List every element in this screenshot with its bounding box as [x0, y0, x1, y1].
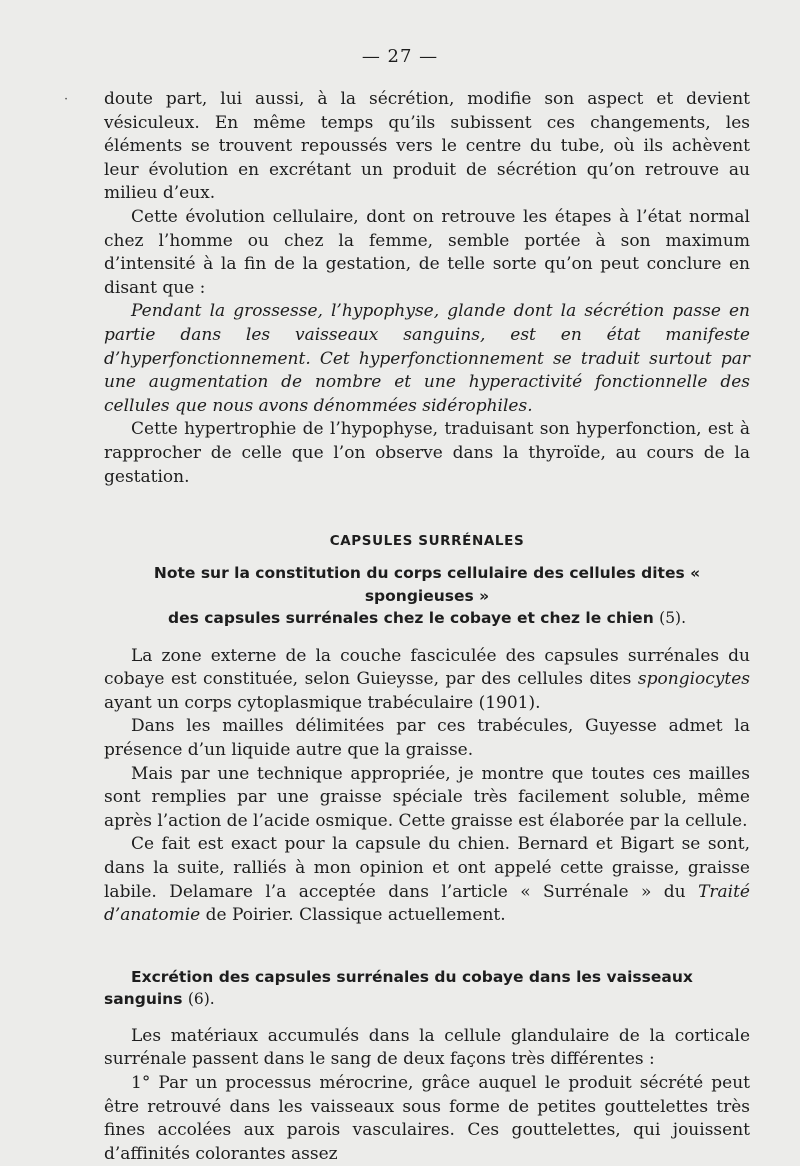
paragraph-continued: doute part, lui aussi, à la sécrétion, modifie son aspect et devient vésiculeux. En même temps qu’ils subissent ces changements, les éléments se trouvent repoussés vers le centre du tube, où ils achèvent leur évolution en excrétant un produit de sécrétion qu’on retrouve au milieu d’eux. [104, 89, 750, 204]
excretion-title-text: Excrétion des capsules surrénales du cobaye dans les vaisseaux sanguins [104, 967, 693, 1008]
margin-mark: · [64, 92, 69, 107]
note-title-line2-text: des capsules surrénales chez le cobaye et chez le chien [167, 609, 654, 628]
excretion-title [104, 966, 750, 1010]
excretion-title-ref: (6). [187, 989, 215, 1008]
paragraph-technique: Mais par une technique appropriée, je montre que toutes ces mailles sont remplies par une graisse spéciale très facilement soluble, même après l’action de l’acide osmique. Cette graisse est élaborée par la cellule. [104, 763, 750, 831]
paragraph-zone-externe [104, 645, 750, 716]
p1-text-before: La zone externe de la couche fasciculée des capsules surrénales du cobaye est constituée, selon Guieysse, par des cellules dites [104, 645, 750, 690]
p1-italic: spongiocytes [637, 669, 750, 690]
note-title-line2 [104, 607, 750, 630]
section-heading: CAPSULES SURRÉNALES [329, 533, 525, 550]
p1-text-after: ayant un corps cytoplasmique trabéculaire (1901). [104, 692, 541, 713]
p4-italic: Traité d’anatomie [104, 881, 750, 926]
paragraph-mailles: Dans les mailles délimitées par ces trabécules, Guyesse admet la présence d’un liquide autre que la graisse. [104, 716, 750, 760]
note-title [104, 562, 750, 630]
paragraph-chien [104, 833, 750, 927]
note-title-ref: (5). [659, 609, 687, 628]
paragraph-merocrine: 1° Par un processus mérocrine, grâce auquel le produit sécrété peut être retrouvé dans les vaisseaux sous forme de petites gouttelettes très fines accolées aux parois vasculaires. Ces gouttelettes, qui jouissent d’affinités colorantes assez [104, 1072, 750, 1164]
paragraph-materiaux: Les matériaux accumulés dans la cellule glandulaire de la corticale surrénale passent dans le sang de deux façons très différentes : [104, 1025, 750, 1070]
page-number: — 27 — [361, 46, 439, 67]
paragraph-hypertrophie: Cette hypertrophie de l’hypophyse, traduisant son hyperfonction, est à rapprocher de celle que l’on observe dans la thyroïde, au cours de la gestation. [104, 419, 750, 487]
body-text [104, 88, 750, 1166]
p4-text-after: de Poirier. Classique actuellement. [200, 905, 506, 926]
paragraph-evolution: Cette évolution cellulaire, dont on retrouve les étapes à l’état normal chez l’homme ou chez la femme, semble portée à son maximum d’intensité à la fin de la gestation, de telle sorte qu’on peut conclure en disant que : [104, 206, 750, 298]
note-title-line1: Note sur la constitution du corps cellulaire des cellules dites « spongieuses » [153, 564, 701, 605]
p4-text-before: Ce fait est exact pour la capsule du chien. Bernard et Bigart se sont, dans la suite, ralliés à mon opinion et ont appelé cette graisse, graisse labile. Delamare l’a acceptée dans l’article « Surrénale » du [104, 834, 750, 902]
paragraph-conclusion-italic: Pendant la grossesse, l’hypophyse, glande dont la sécrétion passe en partie dans les vaisseaux sanguins, est en état manifeste d’hyperfonctionnement. Cet hyperfonctionnement se traduit surtout par une augmentation de nombre et une hyperactivité fonctionnelle des cellules que nous avons dénommées sidérophiles. [104, 301, 750, 416]
